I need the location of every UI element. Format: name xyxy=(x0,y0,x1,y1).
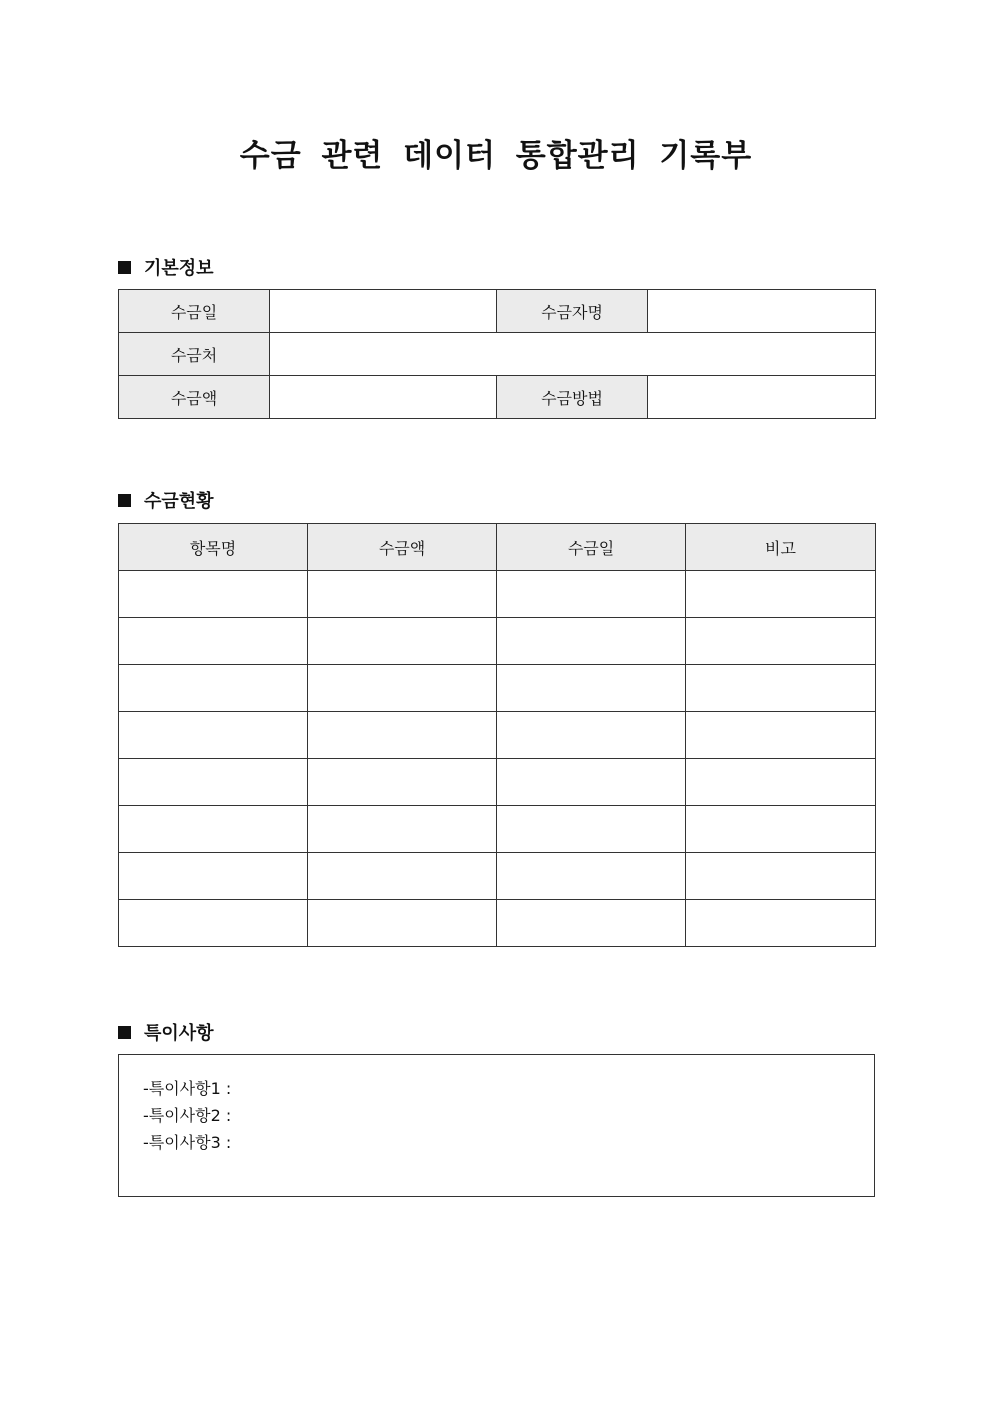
table-cell[interactable] xyxy=(119,712,308,759)
table-header-row xyxy=(119,524,876,571)
table-cell[interactable] xyxy=(686,571,876,618)
table-cell[interactable] xyxy=(119,571,308,618)
table-cell[interactable] xyxy=(308,571,497,618)
column-header-amount: 수금액 xyxy=(308,524,497,571)
table-cell[interactable] xyxy=(497,712,686,759)
notes-box[interactable] xyxy=(118,1054,875,1197)
value-cell-payer[interactable] xyxy=(270,333,876,376)
square-bullet-icon xyxy=(118,261,131,274)
label-cell-method: 수금방법 xyxy=(497,376,648,419)
table-cell[interactable] xyxy=(119,900,308,947)
column-header-date: 수금일 xyxy=(497,524,686,571)
label-cell-collector: 수금자명 xyxy=(497,290,648,333)
label-cell-payer: 수금처 xyxy=(119,333,270,376)
label-cell-amount: 수금액 xyxy=(119,376,270,419)
table-row xyxy=(119,333,876,376)
table-row xyxy=(119,806,876,853)
table-cell[interactable] xyxy=(119,665,308,712)
table-row xyxy=(119,712,876,759)
table-cell[interactable] xyxy=(308,618,497,665)
table-cell[interactable] xyxy=(686,665,876,712)
table-cell[interactable] xyxy=(119,853,308,900)
table-row xyxy=(119,376,876,419)
square-bullet-icon xyxy=(118,494,131,507)
table-cell[interactable] xyxy=(308,712,497,759)
basic-info-table xyxy=(118,289,876,419)
table-row xyxy=(119,290,876,333)
note-line-2: -특이사항2 : xyxy=(143,1106,232,1125)
value-cell-collector[interactable] xyxy=(648,290,876,333)
table-row xyxy=(119,665,876,712)
table-cell[interactable] xyxy=(686,712,876,759)
column-header-item-name: 항목명 xyxy=(119,524,308,571)
table-cell[interactable] xyxy=(308,900,497,947)
section-heading-label: 기본정보 xyxy=(144,258,214,279)
table-cell[interactable] xyxy=(497,665,686,712)
table-cell[interactable] xyxy=(497,571,686,618)
table-cell[interactable] xyxy=(686,759,876,806)
note-line-3: -특이사항3 : xyxy=(143,1133,232,1152)
square-bullet-icon xyxy=(118,1026,131,1039)
table-cell[interactable] xyxy=(686,806,876,853)
value-cell-date[interactable] xyxy=(270,290,497,333)
section-heading-basic-info xyxy=(118,254,214,280)
section-heading-label: 수금현황 xyxy=(144,491,214,512)
table-cell[interactable] xyxy=(497,618,686,665)
value-cell-method[interactable] xyxy=(648,376,876,419)
value-cell-amount[interactable] xyxy=(270,376,497,419)
table-cell[interactable] xyxy=(308,665,497,712)
table-cell[interactable] xyxy=(686,900,876,947)
note-line-1: -특이사항1 : xyxy=(143,1079,232,1098)
table-cell[interactable] xyxy=(308,853,497,900)
column-header-remarks: 비고 xyxy=(686,524,876,571)
table-cell[interactable] xyxy=(497,806,686,853)
table-row xyxy=(119,618,876,665)
section-heading-notes xyxy=(118,1019,214,1045)
section-heading-status xyxy=(118,487,214,513)
table-cell[interactable] xyxy=(119,806,308,853)
table-row xyxy=(119,571,876,618)
table-cell[interactable] xyxy=(308,759,497,806)
table-cell[interactable] xyxy=(119,618,308,665)
document-title: 수금 관련 데이터 통합관리 기록부 xyxy=(239,138,753,174)
table-row xyxy=(119,853,876,900)
table-cell[interactable] xyxy=(686,618,876,665)
table-cell[interactable] xyxy=(497,900,686,947)
label-cell-date: 수금일 xyxy=(119,290,270,333)
table-cell[interactable] xyxy=(497,759,686,806)
table-cell[interactable] xyxy=(497,853,686,900)
table-cell[interactable] xyxy=(308,806,497,853)
table-row xyxy=(119,900,876,947)
table-cell[interactable] xyxy=(119,759,308,806)
table-row xyxy=(119,759,876,806)
table-cell[interactable] xyxy=(686,853,876,900)
collection-status-table xyxy=(118,523,876,947)
section-heading-label: 특이사항 xyxy=(144,1023,214,1044)
